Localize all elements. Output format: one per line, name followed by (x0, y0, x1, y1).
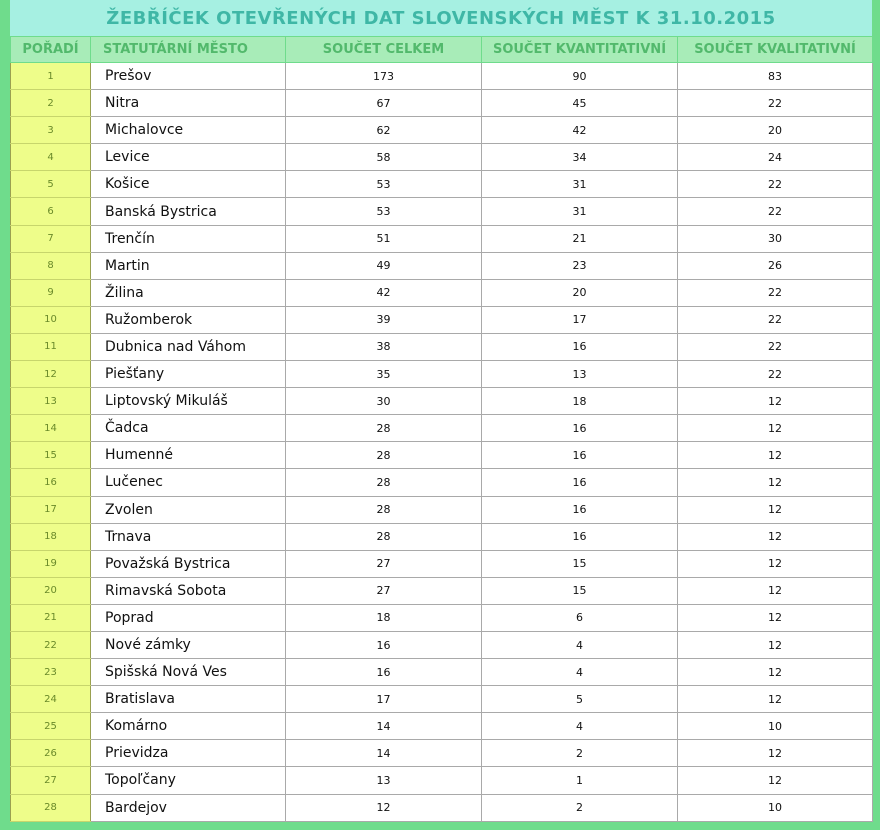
city-cell: Topoľčany (91, 767, 286, 794)
table-row (11, 577, 873, 604)
table-row (11, 442, 873, 469)
qualitative-cell: 12 (678, 415, 873, 442)
header-city: STATUTÁRNÍ MĚSTO (91, 37, 286, 63)
qualitative-cell: 24 (678, 144, 873, 171)
table-row (11, 415, 873, 442)
qualitative-cell: 12 (678, 604, 873, 631)
quantitative-cell: 17 (482, 306, 678, 333)
qualitative-cell: 12 (678, 686, 873, 713)
qualitative-cell: 22 (678, 171, 873, 198)
rank-cell: 22 (11, 631, 91, 658)
quantitative-cell: 45 (482, 90, 678, 117)
table-row (11, 198, 873, 225)
qualitative-cell: 22 (678, 198, 873, 225)
rank-cell: 23 (11, 659, 91, 686)
qualitative-cell: 12 (678, 577, 873, 604)
total-cell: 53 (286, 198, 482, 225)
city-cell: Levice (91, 144, 286, 171)
quantitative-cell: 34 (482, 144, 678, 171)
city-cell: Žilina (91, 279, 286, 306)
quantitative-cell: 90 (482, 63, 678, 90)
quantitative-cell: 16 (482, 523, 678, 550)
qualitative-cell: 22 (678, 333, 873, 360)
total-cell: 51 (286, 225, 482, 252)
quantitative-cell: 18 (482, 388, 678, 415)
city-cell: Spišská Nová Ves (91, 659, 286, 686)
quantitative-cell: 4 (482, 713, 678, 740)
rank-cell: 10 (11, 306, 91, 333)
rank-cell: 24 (11, 686, 91, 713)
total-cell: 27 (286, 550, 482, 577)
table-row (11, 306, 873, 333)
table-row (11, 252, 873, 279)
total-cell: 14 (286, 740, 482, 767)
qualitative-cell: 12 (678, 496, 873, 523)
quantitative-cell: 4 (482, 659, 678, 686)
quantitative-cell: 6 (482, 604, 678, 631)
city-cell: Dubnica nad Váhom (91, 333, 286, 360)
city-cell: Lučenec (91, 469, 286, 496)
city-cell: Poprad (91, 604, 286, 631)
header-quantitative: SOUČET KVANTITATIVNÍ (482, 37, 678, 63)
table-row (11, 90, 873, 117)
rank-cell: 26 (11, 740, 91, 767)
city-cell: Bardejov (91, 794, 286, 821)
rank-cell: 6 (11, 198, 91, 225)
qualitative-cell: 10 (678, 794, 873, 821)
rank-cell: 17 (11, 496, 91, 523)
quantitative-cell: 23 (482, 252, 678, 279)
total-cell: 35 (286, 361, 482, 388)
table-row (11, 388, 873, 415)
table-row (11, 659, 873, 686)
quantitative-cell: 21 (482, 225, 678, 252)
table-row (11, 794, 873, 821)
total-cell: 17 (286, 686, 482, 713)
table-row (11, 361, 873, 388)
city-cell: Trnava (91, 523, 286, 550)
header-row (11, 37, 873, 63)
quantitative-cell: 16 (482, 442, 678, 469)
quantitative-cell: 31 (482, 198, 678, 225)
table-row (11, 63, 873, 90)
city-cell: Nitra (91, 90, 286, 117)
qualitative-cell: 12 (678, 631, 873, 658)
qualitative-cell: 10 (678, 713, 873, 740)
total-cell: 38 (286, 333, 482, 360)
table-row (11, 469, 873, 496)
qualitative-cell: 12 (678, 767, 873, 794)
city-cell: Michalovce (91, 117, 286, 144)
qualitative-cell: 30 (678, 225, 873, 252)
total-cell: 28 (286, 496, 482, 523)
table-body (11, 63, 873, 822)
table-row (11, 333, 873, 360)
qualitative-cell: 26 (678, 252, 873, 279)
table-row (11, 225, 873, 252)
total-cell: 16 (286, 631, 482, 658)
title-bar (10, 0, 872, 36)
total-cell: 173 (286, 63, 482, 90)
total-cell: 58 (286, 144, 482, 171)
rank-cell: 20 (11, 577, 91, 604)
header-rank: POŘADÍ (11, 37, 91, 63)
rank-cell: 12 (11, 361, 91, 388)
table-row (11, 496, 873, 523)
rank-cell: 13 (11, 388, 91, 415)
header-total: SOUČET CELKEM (286, 37, 482, 63)
quantitative-cell: 2 (482, 740, 678, 767)
quantitative-cell: 15 (482, 577, 678, 604)
quantitative-cell: 16 (482, 333, 678, 360)
rank-cell: 14 (11, 415, 91, 442)
rank-cell: 28 (11, 794, 91, 821)
total-cell: 53 (286, 171, 482, 198)
table-header (11, 37, 873, 63)
total-cell: 16 (286, 659, 482, 686)
rank-cell: 4 (11, 144, 91, 171)
qualitative-cell: 12 (678, 442, 873, 469)
qualitative-cell: 22 (678, 306, 873, 333)
rank-cell: 21 (11, 604, 91, 631)
city-cell: Prievidza (91, 740, 286, 767)
qualitative-cell: 12 (678, 388, 873, 415)
table-row (11, 550, 873, 577)
total-cell: 49 (286, 252, 482, 279)
city-cell: Bratislava (91, 686, 286, 713)
city-cell: Prešov (91, 63, 286, 90)
table-row (11, 740, 873, 767)
rank-cell: 7 (11, 225, 91, 252)
total-cell: 28 (286, 415, 482, 442)
table-row (11, 631, 873, 658)
qualitative-cell: 12 (678, 469, 873, 496)
total-cell: 39 (286, 306, 482, 333)
table-row (11, 713, 873, 740)
table-row (11, 171, 873, 198)
city-cell: Martin (91, 252, 286, 279)
quantitative-cell: 2 (482, 794, 678, 821)
table-row (11, 604, 873, 631)
rank-cell: 16 (11, 469, 91, 496)
total-cell: 28 (286, 523, 482, 550)
qualitative-cell: 22 (678, 90, 873, 117)
city-cell: Rimavská Sobota (91, 577, 286, 604)
qualitative-cell: 20 (678, 117, 873, 144)
rank-cell: 11 (11, 333, 91, 360)
total-cell: 12 (286, 794, 482, 821)
city-cell: Banská Bystrica (91, 198, 286, 225)
total-cell: 67 (286, 90, 482, 117)
total-cell: 42 (286, 279, 482, 306)
total-cell: 18 (286, 604, 482, 631)
table-row (11, 523, 873, 550)
quantitative-cell: 15 (482, 550, 678, 577)
total-cell: 14 (286, 713, 482, 740)
table-row (11, 279, 873, 306)
rank-cell: 19 (11, 550, 91, 577)
city-cell: Košice (91, 171, 286, 198)
quantitative-cell: 4 (482, 631, 678, 658)
quantitative-cell: 20 (482, 279, 678, 306)
rank-cell: 27 (11, 767, 91, 794)
quantitative-cell: 5 (482, 686, 678, 713)
rank-cell: 9 (11, 279, 91, 306)
qualitative-cell: 12 (678, 523, 873, 550)
city-cell: Komárno (91, 713, 286, 740)
ranking-table (10, 36, 873, 822)
table-row (11, 117, 873, 144)
header-qualitative: SOUČET KVALITATIVNÍ (678, 37, 873, 63)
rank-cell: 25 (11, 713, 91, 740)
city-cell: Liptovský Mikuláš (91, 388, 286, 415)
page-title: ŽEBŘÍČEK OTEVŘENÝCH DAT SLOVENSKÝCH MĚST K 31.10.2015 (106, 7, 776, 29)
city-cell: Nové zámky (91, 631, 286, 658)
total-cell: 28 (286, 442, 482, 469)
rank-cell: 8 (11, 252, 91, 279)
rank-cell: 5 (11, 171, 91, 198)
quantitative-cell: 42 (482, 117, 678, 144)
city-cell: Humenné (91, 442, 286, 469)
quantitative-cell: 13 (482, 361, 678, 388)
table-row (11, 686, 873, 713)
total-cell: 13 (286, 767, 482, 794)
city-cell: Piešťany (91, 361, 286, 388)
rank-cell: 15 (11, 442, 91, 469)
total-cell: 28 (286, 469, 482, 496)
total-cell: 30 (286, 388, 482, 415)
total-cell: 27 (286, 577, 482, 604)
rank-cell: 18 (11, 523, 91, 550)
quantitative-cell: 16 (482, 496, 678, 523)
quantitative-cell: 31 (482, 171, 678, 198)
qualitative-cell: 22 (678, 361, 873, 388)
city-cell: Považská Bystrica (91, 550, 286, 577)
qualitative-cell: 83 (678, 63, 873, 90)
quantitative-cell: 16 (482, 469, 678, 496)
city-cell: Čadca (91, 415, 286, 442)
quantitative-cell: 16 (482, 415, 678, 442)
qualitative-cell: 22 (678, 279, 873, 306)
quantitative-cell: 1 (482, 767, 678, 794)
rank-cell: 2 (11, 90, 91, 117)
city-cell: Zvolen (91, 496, 286, 523)
qualitative-cell: 12 (678, 550, 873, 577)
qualitative-cell: 12 (678, 659, 873, 686)
rank-cell: 3 (11, 117, 91, 144)
table-row (11, 767, 873, 794)
city-cell: Trenčín (91, 225, 286, 252)
qualitative-cell: 12 (678, 740, 873, 767)
city-cell: Ružomberok (91, 306, 286, 333)
table-row (11, 144, 873, 171)
total-cell: 62 (286, 117, 482, 144)
rank-cell: 1 (11, 63, 91, 90)
